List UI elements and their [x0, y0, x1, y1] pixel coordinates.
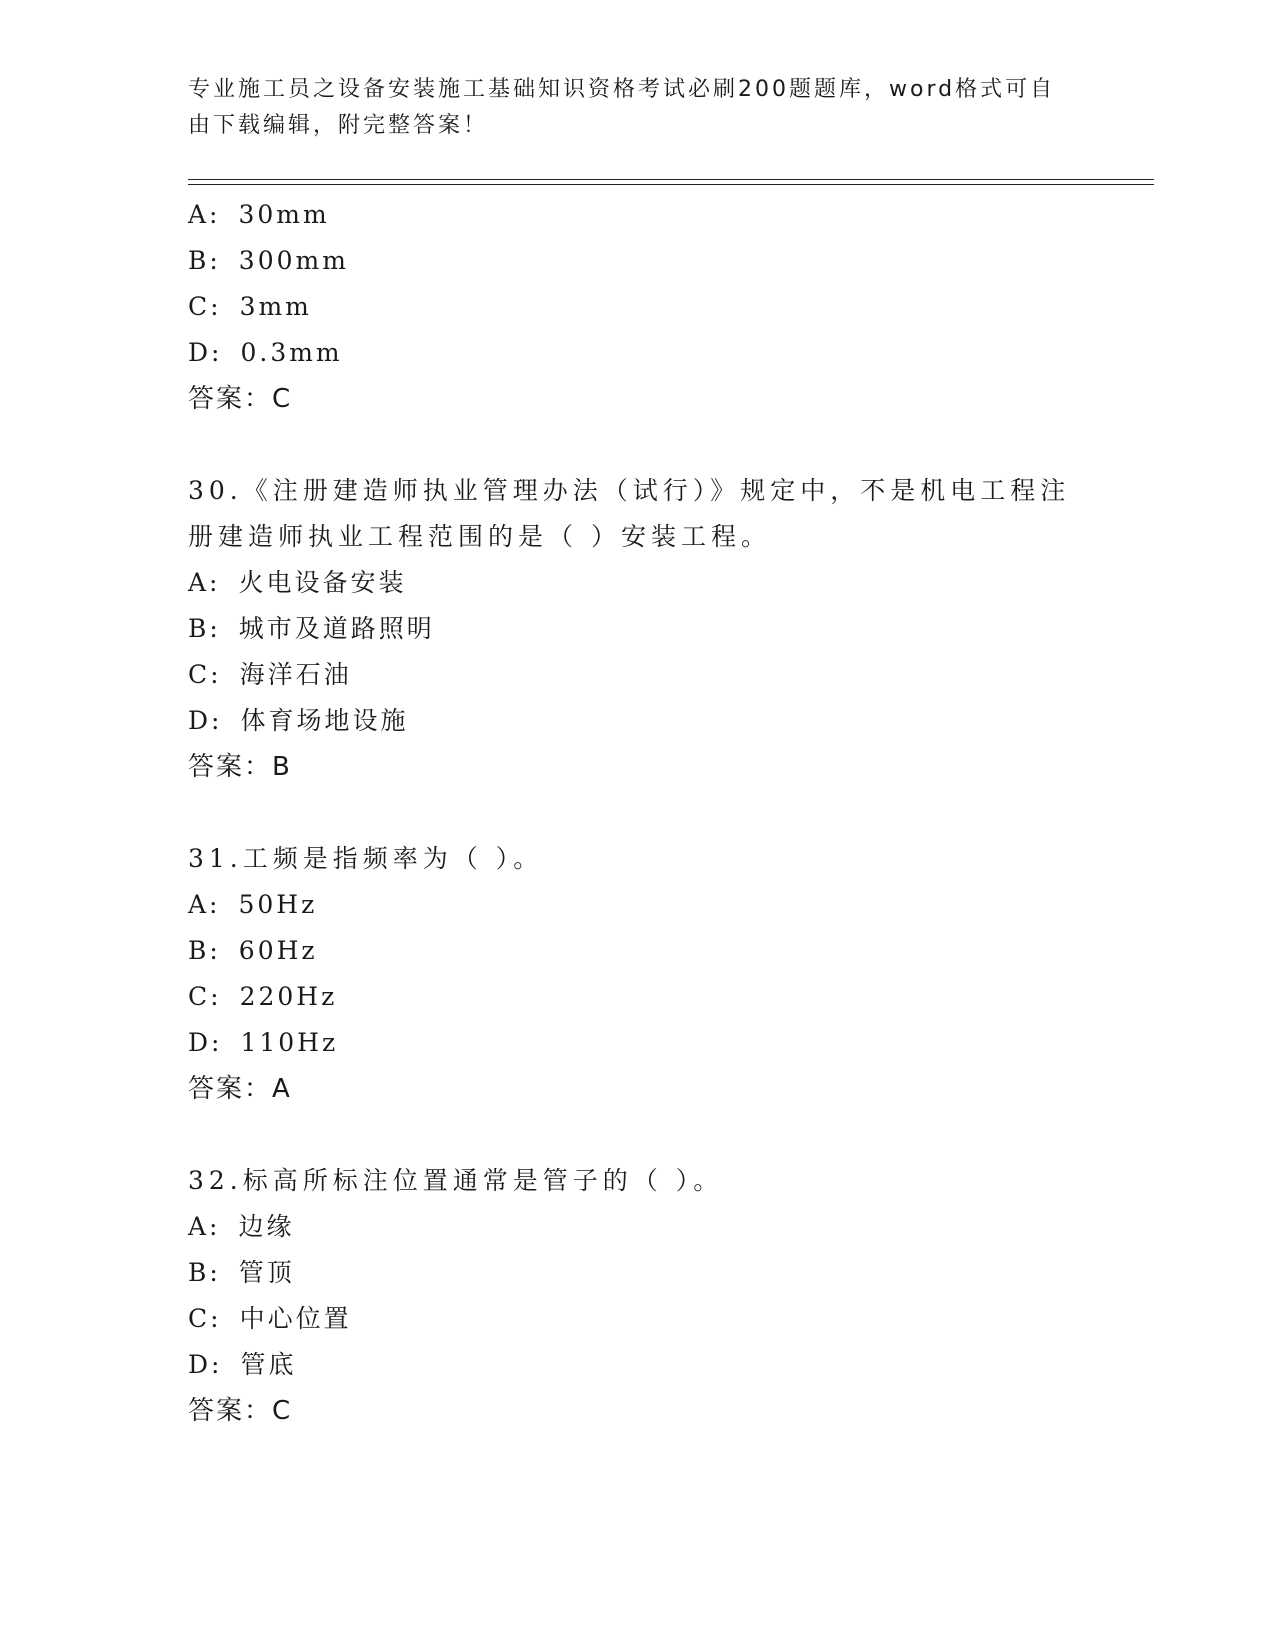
option-text: 60Hz — [238, 936, 318, 965]
option-a — [188, 560, 1088, 606]
question-text: 32.标高所标注位置通常是管子的（ ）。 — [188, 1166, 724, 1195]
option-text: 中心位置 — [239, 1304, 352, 1333]
answer-line: 答案：C — [188, 1396, 293, 1426]
option-d — [188, 1020, 1088, 1066]
option-d — [188, 698, 1088, 744]
question-block-29 — [188, 192, 1088, 422]
option-letter: D: — [188, 1350, 223, 1379]
option-letter: D: — [188, 1028, 223, 1057]
option-b — [188, 238, 1088, 284]
option-text: 110Hz — [240, 1028, 339, 1057]
option-letter: C: — [188, 292, 222, 321]
answer-line: 答案：A — [188, 1074, 292, 1104]
option-text: 海洋石油 — [239, 660, 352, 689]
option-d — [188, 1342, 1088, 1388]
option-b — [188, 606, 1088, 652]
option-a — [188, 882, 1088, 928]
option-letter: B: — [188, 936, 221, 965]
option-d — [188, 330, 1088, 376]
option-letter: C: — [188, 1304, 222, 1333]
option-text: 城市及道路照明 — [238, 614, 435, 643]
option-letter: A: — [188, 1212, 221, 1241]
option-text: 0.3mm — [240, 338, 343, 367]
option-c — [188, 652, 1088, 698]
option-letter: B: — [188, 614, 221, 643]
question-block-32 — [188, 1158, 1088, 1434]
option-text: 50Hz — [238, 890, 318, 919]
header-rule-top — [188, 179, 1154, 180]
option-c — [188, 1296, 1088, 1342]
question-text: 31.工频是指频率为（ ）。 — [188, 844, 544, 873]
option-letter: D: — [188, 338, 223, 367]
option-letter: B: — [188, 246, 221, 275]
option-letter: A: — [188, 890, 221, 919]
option-letter: C: — [188, 660, 222, 689]
option-text: 火电设备安装 — [238, 568, 407, 597]
question-block-30 — [188, 468, 1088, 790]
option-text: 体育场地设施 — [240, 706, 409, 735]
option-b — [188, 928, 1088, 974]
option-b — [188, 1250, 1088, 1296]
question-text: 30.《注册建造师执业管理办法（试行）》规定中，不是机电工程注册建造师执业工程范围的是（ ）安装工程。 — [188, 476, 1071, 551]
question-list — [188, 192, 1088, 1434]
option-letter: D: — [188, 706, 223, 735]
option-a — [188, 192, 1088, 238]
option-c — [188, 284, 1088, 330]
option-letter: C: — [188, 982, 222, 1011]
answer-line: 答案：C — [188, 384, 293, 414]
option-a — [188, 1204, 1088, 1250]
answer-line: 答案：B — [188, 752, 292, 782]
option-c — [188, 974, 1088, 1020]
option-text: 300mm — [238, 246, 349, 275]
option-text: 管底 — [240, 1350, 297, 1379]
option-text: 边缘 — [238, 1212, 295, 1241]
option-letter: A: — [188, 200, 221, 229]
option-letter: A: — [188, 568, 221, 597]
question-block-31 — [188, 836, 1088, 1112]
option-text: 220Hz — [239, 982, 338, 1011]
option-text: 3mm — [239, 292, 312, 321]
document-header: 专业施工员之设备安装施工基础知识资格考试必刷200题题库，word格式可自由下载编辑，附完整答案！ — [188, 77, 1056, 138]
option-text: 管顶 — [238, 1258, 295, 1287]
option-text: 30mm — [238, 200, 330, 229]
header-rule-bottom — [188, 184, 1154, 185]
option-letter: B: — [188, 1258, 221, 1287]
